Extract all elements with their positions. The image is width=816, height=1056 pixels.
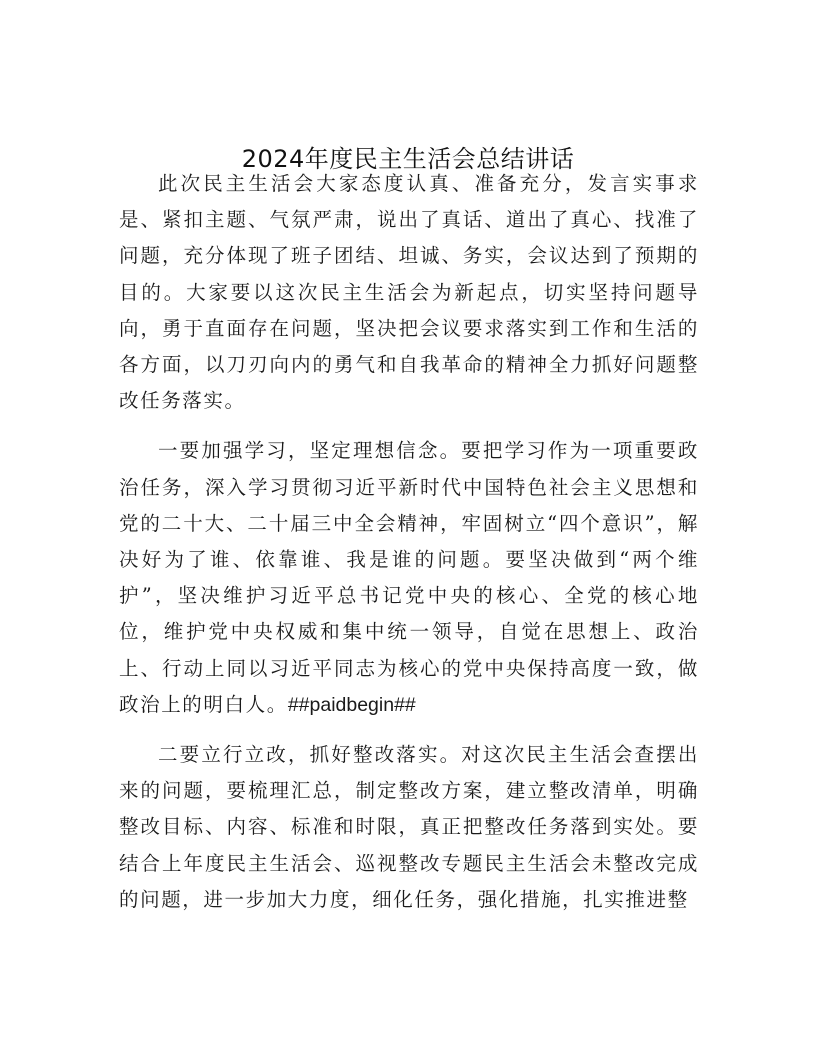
paragraph-study bbox=[119, 433, 699, 723]
paid-marker: ##paidbegin## bbox=[287, 693, 416, 716]
document-title: 2024年度民主生活会总结讲话 bbox=[241, 145, 575, 173]
paragraph-study-text: 一要加强学习，坚定理想信念。要把学习作为一项重要政治任务，深入学习贯彻习近平新时代中国特色社会主义思想和党的二十大、二十届三中全会精神，牢固树立“四个意识”，解决好为了谁、依靠谁、我是谁的问题。要坚决做到“两个维护”，坚决维护习近平总书记党中央的核心、全党的核心地位，维护党中央权威和集中统一领导，自觉在思想上、政治上、行动上同以习近平同志为核心的党中央保持高度一致，做政治上的明白人。 bbox=[119, 439, 699, 716]
document-body bbox=[119, 166, 699, 932]
paragraph-rectify: 二要立行立改，抓好整改落实。对这次民主生活会查摆出来的问题，要梳理汇总，制定整改方案，建立整改清单，明确整改目标、内容、标准和时限，真正把整改任务落到实处。要结合上年度民主生活会、巡视整改专题民主生活会未整改完成的问题，进一步加大力度，细化任务，强化措施，扎实推进整 bbox=[119, 743, 699, 911]
paragraph-intro: 此次民主生活会大家态度认真、准备充分，发言实事求是、紧扣主题、气氛严肃，说出了真话、道出了真心、找准了问题，充分体现了班子团结、坦诚、务实，会议达到了预期的目的。大家要以这次民主生活会为新起点，切实坚持问题导向，勇于直面存在问题，坚决把会议要求落实到工作和生活的各方面，以刀刃向内的勇气和自我革命的精神全力抓好问题整改任务落实。 bbox=[119, 172, 699, 413]
